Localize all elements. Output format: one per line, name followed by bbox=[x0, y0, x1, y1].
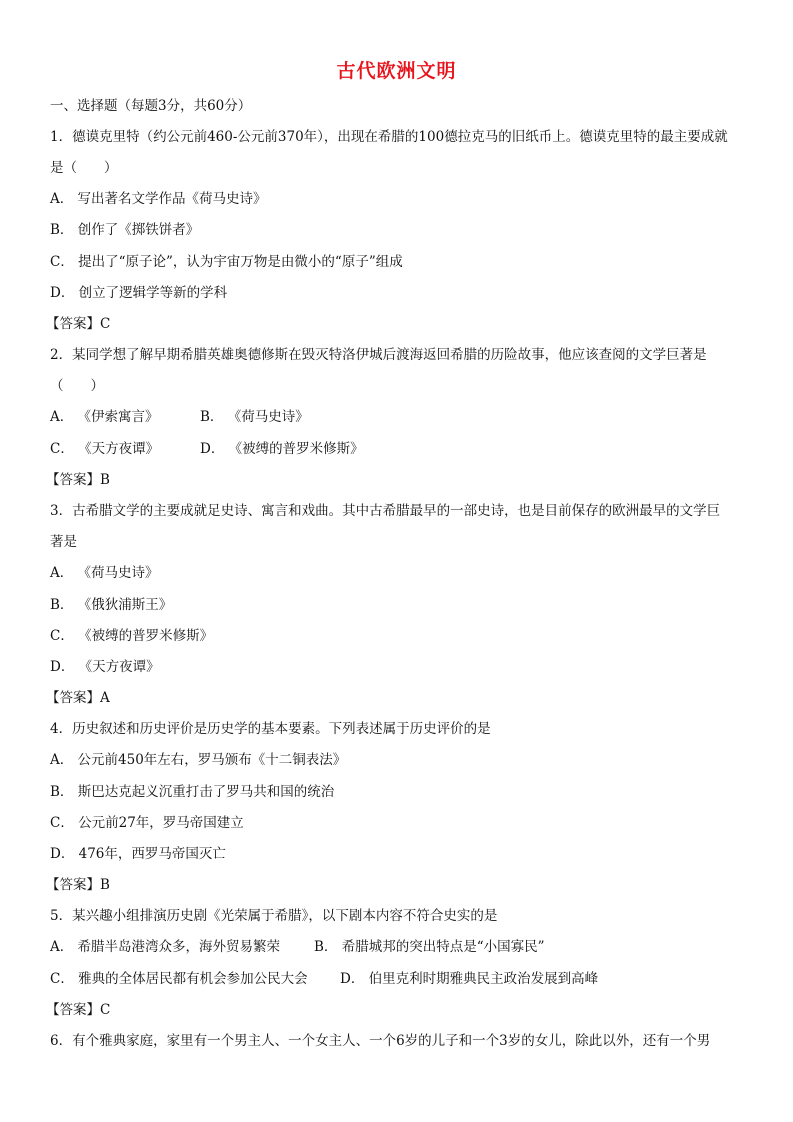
question-5-option-b: B． 希腊城邦的突出特点是“小国寡民” bbox=[314, 939, 545, 955]
question-1-option-a: A． 写出著名文学作品《荷马史诗》 bbox=[50, 191, 267, 207]
question-5-options-row-1 bbox=[50, 938, 750, 956]
question-4-stem-line-1: 4．历史叙述和历史评价是历史学的基本要素。下列表述属于历史评价的是 bbox=[50, 721, 491, 737]
question-5-stem-line-1: 5．某兴趣小组排演历史剧《光荣属于希腊》，以下剧本内容不符合史实的是 bbox=[50, 908, 498, 924]
question-2-option-d: D． 《被缚的普罗米修斯》 bbox=[200, 441, 364, 457]
question-5-option-c: C． 雅典的全体居民都有机会参加公民大会 bbox=[50, 971, 308, 987]
answer-value: A bbox=[100, 690, 110, 706]
question-4-answer bbox=[46, 876, 746, 894]
question-2-stem-line-2: （ ） bbox=[50, 378, 104, 394]
question-1-option-c: C． 提出了“原子论”，认为宇宙万物是由微小的“原子”组成 bbox=[50, 254, 403, 270]
question-3-option-a: A． 《荷马史诗》 bbox=[50, 565, 159, 581]
question-5-answer bbox=[46, 1001, 746, 1019]
question-6-stem-line-1: 6．有个雅典家庭，家里有一个男主人、一个女主人、一个6岁的儿子和一个3岁的女儿，除此以外，还有一个男 bbox=[50, 1033, 711, 1049]
question-1-option-d: D． 创立了逻辑学等新的学科 bbox=[50, 285, 228, 301]
question-2-option-c: C． 《天方夜谭》 bbox=[50, 441, 160, 457]
question-5-options-row-2 bbox=[50, 970, 750, 988]
question-5-option-a: A． 希腊半岛港湾众多，海外贸易繁荣 bbox=[50, 939, 281, 955]
question-2-answer bbox=[46, 471, 746, 489]
answer-value: C bbox=[100, 1002, 111, 1018]
answer-label: 【答案】 bbox=[46, 472, 100, 488]
question-4-option-c: C． 公元前27年，罗马帝国建立 bbox=[50, 815, 244, 831]
answer-value: C bbox=[100, 316, 111, 332]
question-3-stem-line-2: 著是 bbox=[50, 534, 77, 550]
question-1-answer bbox=[46, 315, 746, 333]
question-2-options-row-2 bbox=[50, 440, 750, 458]
answer-value: B bbox=[100, 472, 110, 488]
answer-label: 【答案】 bbox=[46, 877, 100, 893]
section-heading: 一、选择题（每题3分，共60分） bbox=[50, 98, 252, 114]
question-3-option-d: D． 《天方夜谭》 bbox=[50, 659, 160, 675]
question-2-stem-line-1: 2．某同学想了解早期希腊英雄奥德修斯在毁灭特洛伊城后渡海返回希腊的历险故事，他应该查阅的文学巨著是 bbox=[50, 347, 707, 363]
answer-label: 【答案】 bbox=[46, 316, 100, 332]
question-5-option-d: D． 伯里克利时期雅典民主政治发展到高峰 bbox=[340, 971, 599, 987]
question-3-answer bbox=[46, 689, 746, 707]
question-4-option-a: A． 公元前450年左右，罗马颁布《十二铜表法》 bbox=[50, 752, 347, 768]
answer-value: B bbox=[100, 877, 110, 893]
question-1-stem-line-2: 是（ ） bbox=[50, 160, 118, 176]
question-1-option-b: B． 创作了《掷铁饼者》 bbox=[50, 222, 200, 238]
question-1-stem-line-1: 1．德谟克里特（约公元前460-公元前370年），出现在希腊的100德拉克马的旧纸币上。德谟克里特的最主要成就 bbox=[50, 129, 728, 145]
question-3-stem-line-1: 3．古希腊文学的主要成就足史诗、寓言和戏曲。其中古希腊最早的一部史诗，也是目前保存的欧洲最早的文学巨 bbox=[50, 503, 721, 519]
answer-label: 【答案】 bbox=[46, 1002, 100, 1018]
question-3-option-b: B． 《俄狄浦斯王》 bbox=[50, 597, 173, 613]
question-2-option-a: A． 《伊索寓言》 bbox=[50, 409, 159, 425]
question-4-option-d: D． 476年，西罗马帝国灭亡 bbox=[50, 846, 226, 862]
question-3-option-c: C． 《被缚的普罗米修斯》 bbox=[50, 628, 214, 644]
question-2-option-b: B． 《荷马史诗》 bbox=[200, 409, 309, 425]
question-2-options-row-1 bbox=[50, 408, 750, 426]
answer-label: 【答案】 bbox=[46, 690, 100, 706]
question-4-option-b: B． 斯巴达克起义沉重打击了罗马共和国的统治 bbox=[50, 784, 335, 800]
page-title: 古代欧洲文明 bbox=[336, 60, 457, 82]
